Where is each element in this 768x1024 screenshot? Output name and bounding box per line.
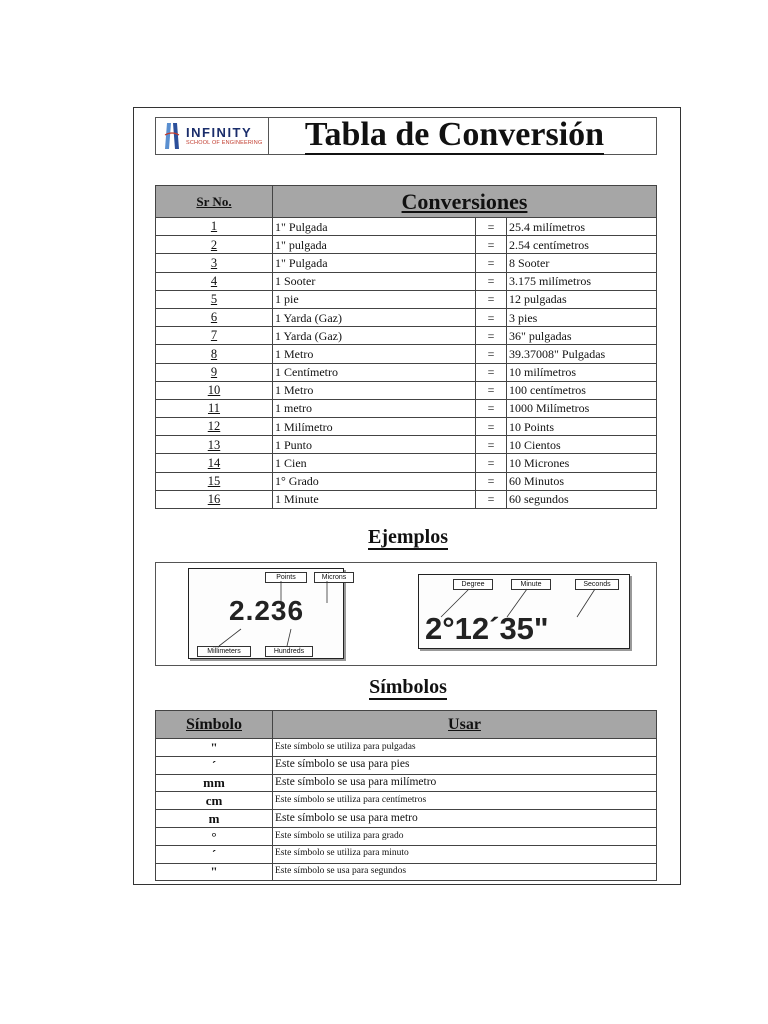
logo-main-text: INFINITY	[186, 124, 253, 140]
table-row	[156, 739, 657, 757]
table-row	[156, 756, 657, 774]
table-row	[156, 327, 657, 345]
label-hundreds: Hundreds	[265, 646, 313, 657]
row-to: 10 milímetros	[507, 363, 657, 381]
example-angle-number: 2°12´35"	[425, 611, 549, 646]
symbols-table	[155, 710, 657, 881]
table-row	[156, 418, 657, 436]
row-to: 100 centímetros	[507, 381, 657, 399]
row-equals: =	[476, 236, 507, 254]
example-decimal-number: 2.236	[229, 595, 305, 626]
logo-sub-text: SCHOOL OF ENGINEERING	[186, 139, 263, 146]
label-degree: Degree	[453, 579, 493, 590]
row-to: 3.175 milímetros	[507, 272, 657, 290]
col-header-sr: Sr No.	[156, 186, 273, 218]
row-to: 60 Minutos	[507, 472, 657, 490]
symbol-cell: mm	[156, 774, 273, 792]
table-row	[156, 436, 657, 454]
row-number: 10	[156, 381, 273, 399]
row-to: 2.54 centímetros	[507, 236, 657, 254]
row-number: 6	[156, 308, 273, 326]
row-equals: =	[476, 308, 507, 326]
logo	[156, 118, 269, 154]
row-to: 25.4 milímetros	[507, 218, 657, 236]
use-cell: Este símbolo se utiliza para grado	[273, 827, 657, 845]
table-row	[156, 345, 657, 363]
examples-title: Ejemplos	[368, 526, 448, 548]
table-row	[156, 381, 657, 399]
symbol-cell: °	[156, 827, 273, 845]
row-number: 9	[156, 363, 273, 381]
col-header-use: Usar	[273, 711, 657, 739]
row-to: 36" pulgadas	[507, 327, 657, 345]
symbols-title: Símbolos	[369, 676, 447, 698]
row-equals: =	[476, 381, 507, 399]
row-number: 1	[156, 218, 273, 236]
example-decimal-image	[188, 568, 347, 659]
table-row	[156, 863, 657, 881]
row-from: 1 Metro	[273, 345, 476, 363]
row-from: 1" pulgada	[273, 236, 476, 254]
row-equals: =	[476, 472, 507, 490]
row-from: 1 Metro	[273, 381, 476, 399]
table-row	[156, 810, 657, 828]
label-microns: Microns	[314, 572, 354, 583]
row-from: 1 Yarda (Gaz)	[273, 327, 476, 345]
use-cell: Este símbolo se utiliza para pulgadas	[273, 739, 657, 757]
label-points: Points	[265, 572, 307, 583]
row-equals: =	[476, 272, 507, 290]
row-from: 1 metro	[273, 399, 476, 417]
row-number: 11	[156, 399, 273, 417]
use-cell: Este símbolo se usa para metro	[273, 810, 657, 828]
table-row	[156, 827, 657, 845]
row-number: 15	[156, 472, 273, 490]
row-number: 14	[156, 454, 273, 472]
conversion-sheet	[133, 107, 681, 885]
row-equals: =	[476, 218, 507, 236]
row-from: 1" Pulgada	[273, 218, 476, 236]
table-row	[156, 308, 657, 326]
row-from: 1° Grado	[273, 472, 476, 490]
table-row	[156, 254, 657, 272]
page-title: Tabla de Conversión	[304, 116, 605, 154]
row-from: 1 Minute	[273, 490, 476, 508]
row-equals: =	[476, 363, 507, 381]
row-number: 16	[156, 490, 273, 508]
row-equals: =	[476, 436, 507, 454]
symbol-cell: "	[156, 863, 273, 881]
row-number: 7	[156, 327, 273, 345]
row-to: 10 Cientos	[507, 436, 657, 454]
row-to: 8 Sooter	[507, 254, 657, 272]
row-equals: =	[476, 454, 507, 472]
symbol-cell: cm	[156, 792, 273, 810]
row-from: 1 Cien	[273, 454, 476, 472]
table-row	[156, 290, 657, 308]
row-equals: =	[476, 327, 507, 345]
table-row	[156, 490, 657, 508]
row-equals: =	[476, 254, 507, 272]
row-number: 8	[156, 345, 273, 363]
label-minute: Minute	[511, 579, 551, 590]
col-header-symbol: Símbolo	[156, 711, 273, 739]
row-from: 1 Punto	[273, 436, 476, 454]
row-to: 60 segundos	[507, 490, 657, 508]
row-number: 3	[156, 254, 273, 272]
table-row	[156, 845, 657, 863]
use-cell: Este símbolo se usa para milímetro	[273, 774, 657, 792]
symbol-cell: ´	[156, 845, 273, 863]
row-from: 1 Sooter	[273, 272, 476, 290]
label-seconds: Seconds	[575, 579, 619, 590]
examples-box	[155, 562, 657, 666]
row-number: 12	[156, 418, 273, 436]
row-to: 3 pies	[507, 308, 657, 326]
symbol-cell: "	[156, 739, 273, 757]
example-angle-image	[418, 574, 630, 649]
table-row	[156, 218, 657, 236]
pointer-lines	[189, 569, 345, 660]
row-from: 1 Centímetro	[273, 363, 476, 381]
use-cell: Este símbolo se usa para segundos	[273, 863, 657, 881]
use-cell: Este símbolo se utiliza para minuto	[273, 845, 657, 863]
use-cell: Este símbolo se utiliza para centímetros	[273, 792, 657, 810]
row-equals: =	[476, 399, 507, 417]
row-equals: =	[476, 490, 507, 508]
row-equals: =	[476, 418, 507, 436]
row-from: 1 pie	[273, 290, 476, 308]
row-to: 10 Points	[507, 418, 657, 436]
row-number: 2	[156, 236, 273, 254]
row-number: 4	[156, 272, 273, 290]
row-number: 5	[156, 290, 273, 308]
row-equals: =	[476, 290, 507, 308]
table-row	[156, 272, 657, 290]
row-to: 39.37008" Pulgadas	[507, 345, 657, 363]
symbol-cell: m	[156, 810, 273, 828]
table-row	[156, 363, 657, 381]
logo-mark-icon	[162, 121, 182, 151]
symbol-cell: ´	[156, 756, 273, 774]
row-equals: =	[476, 345, 507, 363]
label-millimeters: Millimeters	[197, 646, 251, 657]
use-cell: Este símbolo se usa para pies	[273, 756, 657, 774]
table-row	[156, 792, 657, 810]
table-row	[156, 454, 657, 472]
row-from: 1 Milímetro	[273, 418, 476, 436]
row-number: 13	[156, 436, 273, 454]
row-from: 1 Yarda (Gaz)	[273, 308, 476, 326]
row-to: 10 Micrones	[507, 454, 657, 472]
table-row	[156, 399, 657, 417]
table-row	[156, 774, 657, 792]
conversions-table	[155, 185, 657, 509]
row-to: 1000 Milímetros	[507, 399, 657, 417]
header	[155, 117, 657, 155]
row-from: 1" Pulgada	[273, 254, 476, 272]
row-to: 12 pulgadas	[507, 290, 657, 308]
table-row	[156, 472, 657, 490]
table-row	[156, 236, 657, 254]
col-header-conversions: Conversiones	[273, 186, 657, 218]
